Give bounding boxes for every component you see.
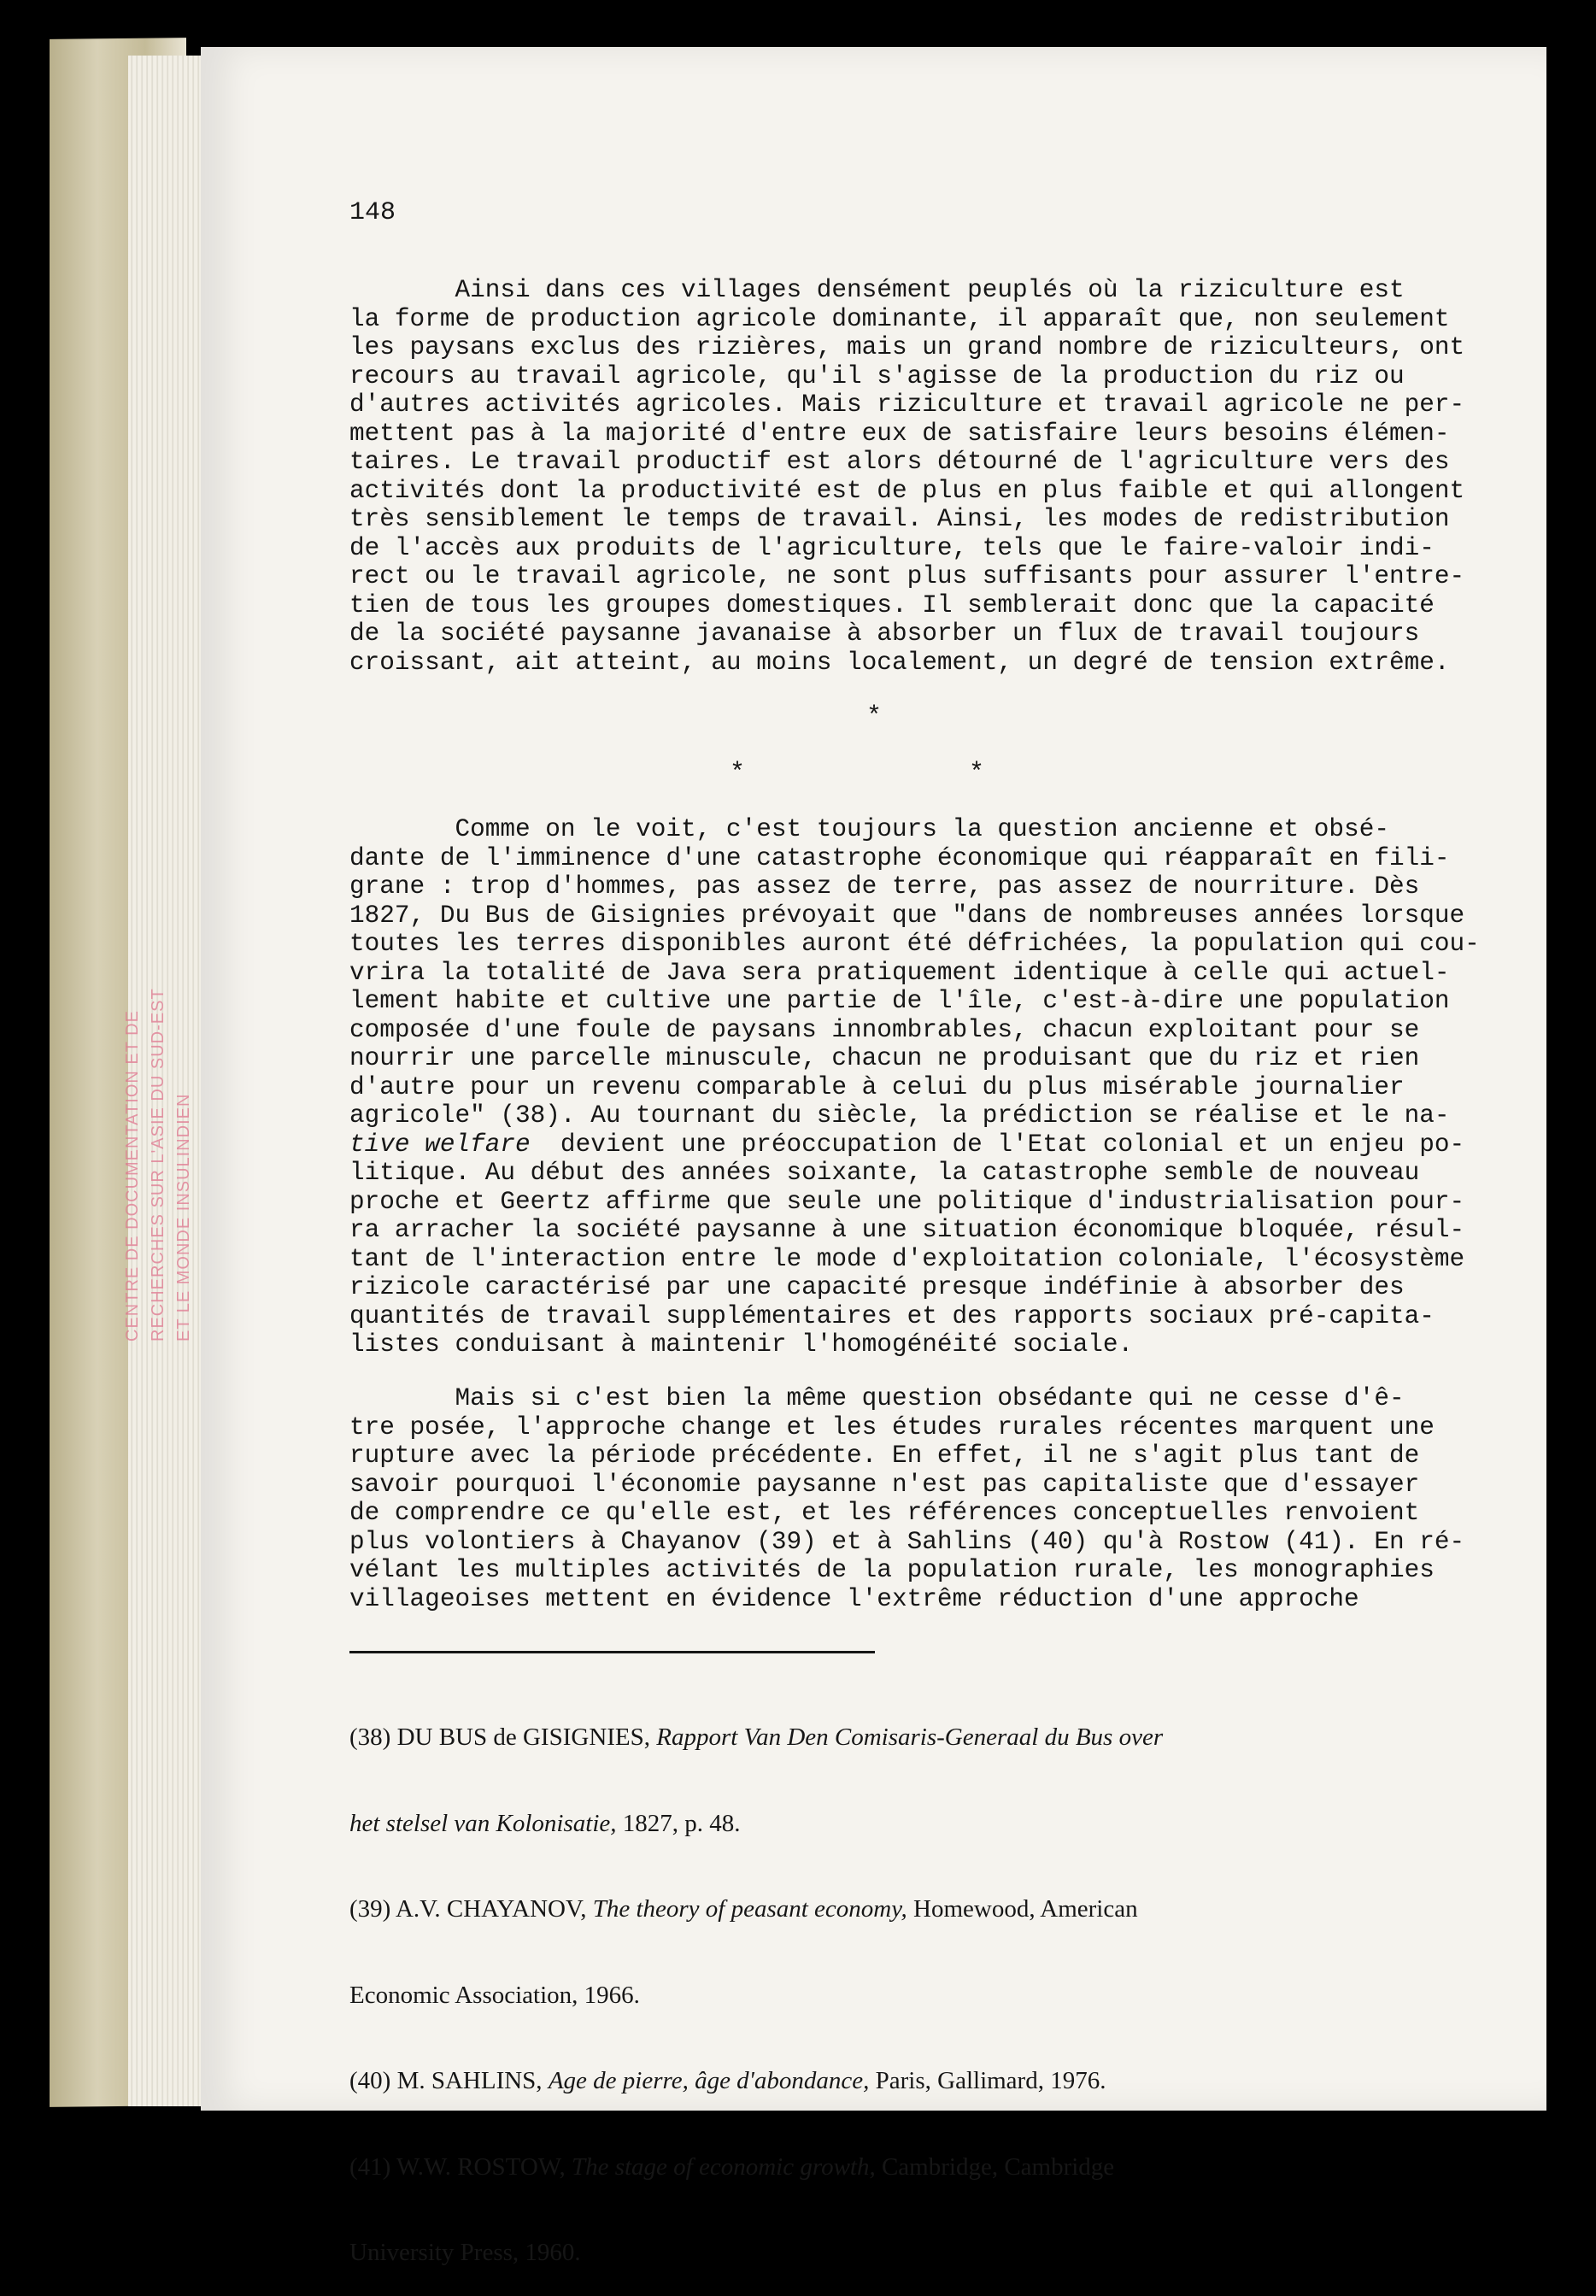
text-line: Comme on le voit, c'est toujours la question ancienne et obsé- xyxy=(349,815,1389,843)
text-line: de l'accès aux produits de l'agriculture, tels que le faire-valoir indi- xyxy=(349,533,1435,562)
text-line: plus volontiers à Chayanov (39) et à Sahlins (40) qu'à Rostow (41). En ré- xyxy=(349,1527,1465,1556)
text-line: Mais si c'est bien la même question obsédante qui ne cesse d'ê- xyxy=(349,1384,1405,1412)
text-line: de la société paysanne javanaise à absorber un flux de travail toujours xyxy=(349,620,1420,648)
text-line: listes conduisant à maintenir l'homogénéité sociale. xyxy=(349,1330,1134,1359)
text-line xyxy=(349,1130,1480,1160)
text-line: d'autres activités agricoles. Mais riziculture et travail agricole ne per- xyxy=(349,390,1465,419)
text-line: taires. Le travail productif est alors détourné de l'agriculture vers des xyxy=(349,448,1450,476)
paragraph-3 xyxy=(349,1384,1464,1613)
stamp-line: ET LE MONDE INSULINDIEN xyxy=(174,1093,193,1342)
text-line: grane : trop d'hommes, pas assez de terre, pas assez de nourriture. Dès xyxy=(349,872,1420,901)
footnote-38-cont: het stelsel van Kolonisatie, 1827, p. 48. xyxy=(349,1809,741,1837)
text-line: rizicole caractérisé par une capacité presque indéfinie à absorber des xyxy=(349,1273,1405,1301)
footnotes xyxy=(349,1666,1163,2296)
text-line: de comprendre ce qu'elle est, et les références conceptuelles renvoient xyxy=(349,1499,1420,1527)
text-line: mettent pas à la majorité d'entre eux de satisfaire leurs besoins élémen- xyxy=(349,419,1450,448)
text-line: tien de tous les groupes domestiques. Il semblerait donc que la capacité xyxy=(349,590,1435,620)
footnote-41-cont: University Press, 1960. xyxy=(349,2239,581,2266)
text-line: proche et Geertz affirme que seule une politique d'industrialisation pour- xyxy=(349,1187,1465,1216)
separator-star-top: * xyxy=(866,702,883,731)
text-line: agricole" (38). Au tournant du siècle, la prédiction se réalise et le na- xyxy=(349,1101,1450,1130)
text-line: très sensiblement le temps de travail. Ainsi, les modes de redistribution xyxy=(349,505,1450,533)
text-line: rect ou le travail agricole, ne sont plus suffisants pour assurer l'entre- xyxy=(349,562,1465,590)
text-line: vrira la totalité de Java sera pratiquement identique à celle qui actuel- xyxy=(349,958,1450,987)
separator-star-left: * xyxy=(730,759,746,788)
footnote-41: (41) W.W. ROSTOW, The stage of economic growth, Cambridge, Cambridge xyxy=(349,2152,1115,2181)
paragraph-1 xyxy=(349,276,1464,677)
text-line: croissant, ait atteint, au moins localement, un degré de tension extrême. xyxy=(349,648,1450,677)
text-line: 1827, Du Bus de Gisignies prévoyait que "dans de nombreuses années lorsque xyxy=(349,901,1465,930)
text-line: Ainsi dans ces villages densément peuplés où la riziculture est xyxy=(349,276,1405,304)
line-rest: devient une préoccupation de l'Etat colonial et un enjeu po- xyxy=(530,1130,1465,1159)
text-line: vélant les multiples activités de la population rurale, les monographies xyxy=(349,1556,1435,1584)
text-line: litique. Au début des années soixante, la catastrophe semble de nouveau xyxy=(349,1159,1420,1187)
text-line: d'autre pour un revenu comparable à celui du plus misérable journalier xyxy=(349,1072,1405,1101)
text-line: dante de l'imminence d'une catastrophe économique qui réapparaît en fili- xyxy=(349,843,1450,872)
footnote-39: (39) A.V. CHAYANOV, The theory of peasant economy, Homewood, American xyxy=(349,1895,1138,1923)
text-line: nourrir une parcelle minuscule, chacun ne produisant que du riz et rien xyxy=(349,1044,1420,1072)
text-line: activités dont la productivité est de plus en plus faible et qui allongent xyxy=(349,476,1465,505)
footnote-38: (38) DU BUS de GISIGNIES, Rapport Van Den Comisaris-Generaal du Bus over xyxy=(349,1723,1164,1751)
text-line: villageoises mettent en évidence l'extrême réduction d'une approche xyxy=(349,1584,1359,1613)
text-line: la forme de production agricole dominante, il apparaît que, non seulement xyxy=(349,304,1450,333)
text-line: les paysans exclus des rizières, mais un grand nombre de riziculteurs, ont xyxy=(349,333,1465,361)
text-line: savoir pourquoi l'économie paysanne n'est pas capitaliste que d'essayer xyxy=(349,1470,1420,1499)
footnote-39-cont: Economic Association, 1966. xyxy=(349,1981,640,2009)
text-line: composée d'une foule de paysans innombrables, chacun exploitant pour se xyxy=(349,1015,1420,1044)
text-line: recours au travail agricole, qu'il s'agisse de la production du riz ou xyxy=(349,361,1405,390)
text-line: lement habite et cultive une partie de l'île, c'est-à-dire une population xyxy=(349,987,1450,1015)
footnote-40: (40) M. SAHLINS, Age de pierre, âge d'abondance, Paris, Gallimard, 1976. xyxy=(349,2067,1106,2094)
italic-phrase: tive welfare xyxy=(349,1130,531,1159)
text-line: tant de l'interaction entre le mode d'exploitation coloniale, l'écosystème xyxy=(349,1244,1465,1273)
separator-star-right: * xyxy=(969,759,985,788)
paragraph-2 xyxy=(349,815,1480,1359)
stamp-line: CENTRE DE DOCUMENTATION ET DE xyxy=(123,1010,142,1342)
text-line: rupture avec la période précédente. En effet, il ne s'agit plus tant de xyxy=(349,1442,1420,1470)
text-line: tre posée, l'approche change et les études rurales récentes marquent une xyxy=(349,1412,1435,1442)
stamp-line: RECHERCHES SUR L'ASIE DU SUD-EST xyxy=(149,988,167,1342)
text-line: toutes les terres disponibles auront été défrichées, la population qui cou- xyxy=(349,930,1480,958)
text-line: ra arracher la société paysanne à une situation économique bloquée, résul- xyxy=(349,1216,1465,1244)
text-line: quantités de travail supplémentaires et des rapports sociaux pré-capita- xyxy=(349,1301,1435,1330)
footnote-rule xyxy=(349,1651,875,1653)
page-number: 148 xyxy=(349,198,396,227)
